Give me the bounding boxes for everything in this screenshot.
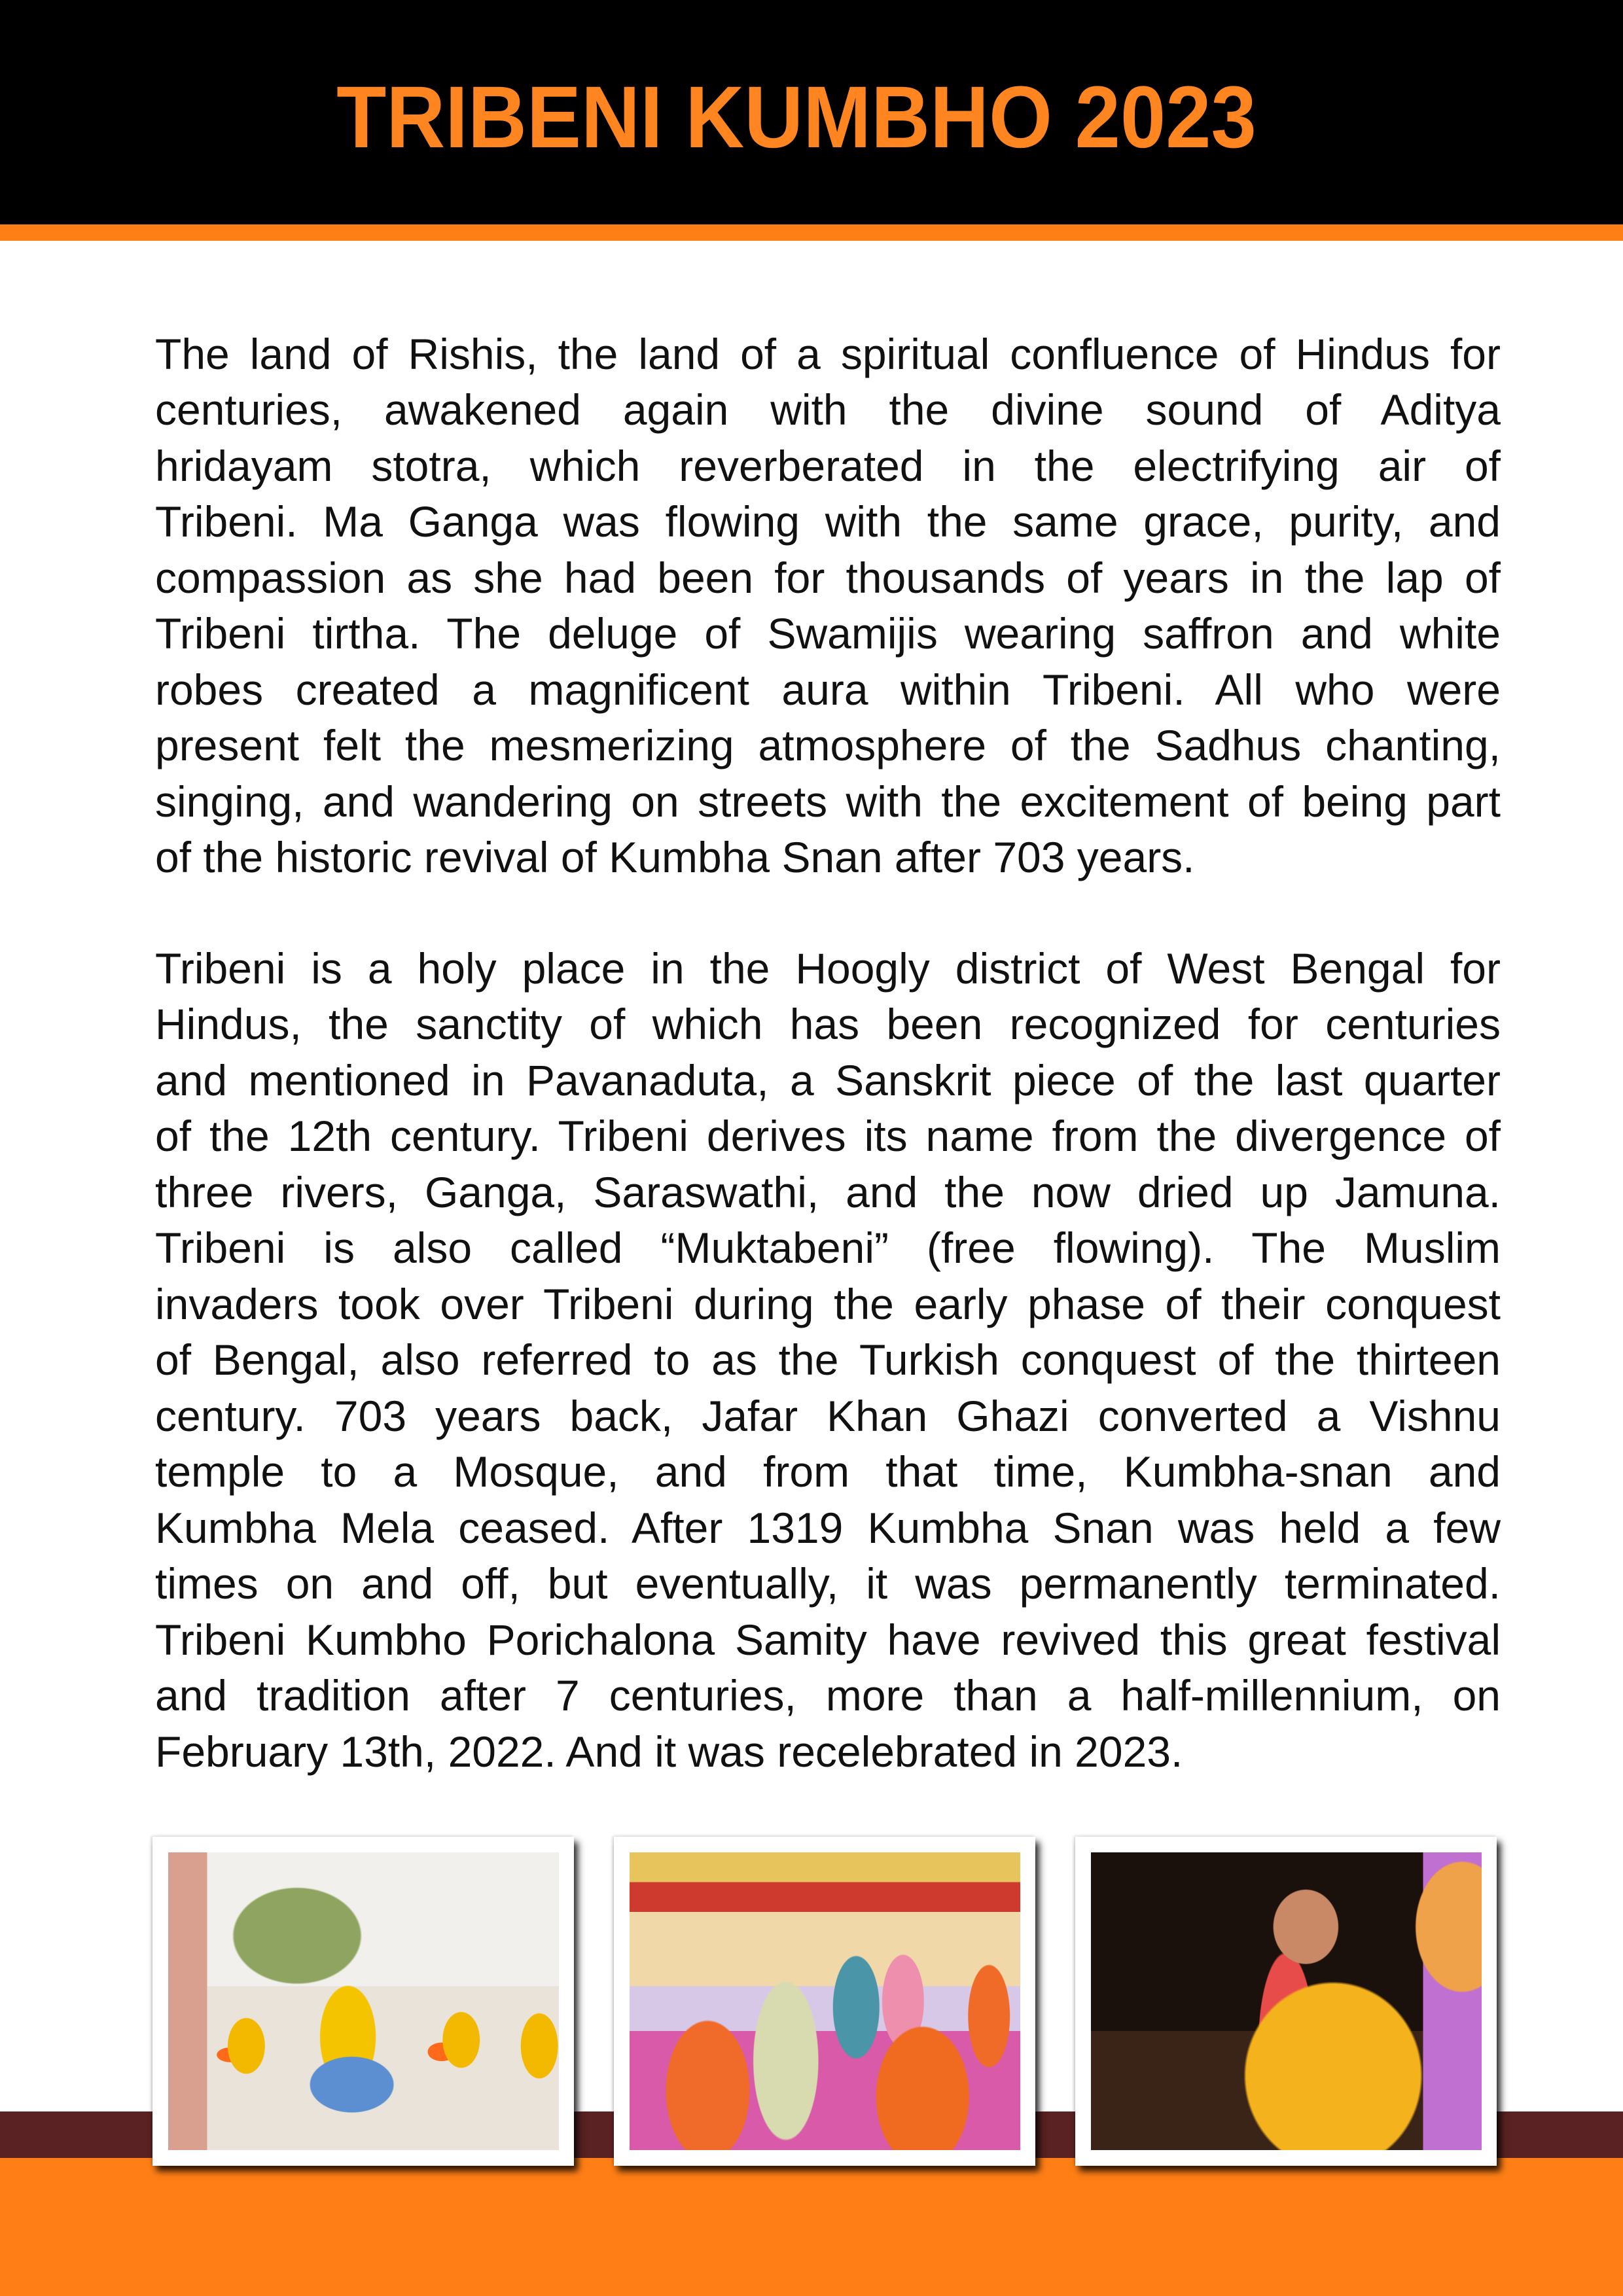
footer-orange-band <box>0 2158 1623 2296</box>
text-line: hridayam stotra, which reverberated in the electrifying air of <box>155 442 1501 490</box>
header-orange-stripe <box>0 224 1623 241</box>
text-line: centuries, awakened again with the divine sound of Aditya <box>155 385 1501 434</box>
photo-frame <box>152 1837 574 2166</box>
photo-frame <box>614 1837 1035 2166</box>
text-line: and tradition after 7 centuries, more than a half-millennium, on <box>155 1671 1501 1720</box>
text-line: robes created a magnificent aura within Tribeni. All who were <box>155 665 1501 714</box>
stage-guests-photo <box>630 1852 1020 2150</box>
street-procession-photo <box>168 1852 559 2150</box>
text-line: The land of Rishis, the land of a spiritual confluence of Hindus for <box>155 330 1501 378</box>
text-line: Tribeni is a holy place in the Hoogly district of West Bengal for <box>155 944 1501 993</box>
photo-frame <box>1075 1837 1497 2166</box>
text-line: present felt the mesmerizing atmosphere of the Sadhus chanting, <box>155 721 1501 769</box>
text-line: times on and off, but eventually, it was permanently terminated. <box>155 1559 1501 1608</box>
text-line: singing, and wandering on streets with the excitement of being part <box>155 777 1501 826</box>
text-line: of Bengal, also referred to as the Turkish conquest of the thirteen <box>155 1335 1501 1384</box>
text-line: compassion as she had been for thousands of years in the lap of <box>155 554 1501 602</box>
text-line: February 13th, 2022. And it was recelebrated in 2023. <box>155 1727 1183 1776</box>
speaker-photo <box>1091 1852 1482 2150</box>
text-line: three rivers, Ganga, Saraswathi, and the now dried up Jamuna. <box>155 1168 1501 1216</box>
text-line: Tribeni Kumbho Porichalona Samity have revived this great festival <box>155 1616 1501 1664</box>
text-line: Tribeni. Ma Ganga was flowing with the same grace, purity, and <box>155 497 1501 546</box>
text-line: Tribeni tirtha. The deluge of Swamijis wearing saffron and white <box>155 609 1501 658</box>
text-line: Tribeni is also called “Muktabeni” (free flowing). The Muslim <box>155 1224 1501 1272</box>
text-line: invaders took over Tribeni during the early phase of their conquest <box>155 1280 1501 1328</box>
text-line: and mentioned in Pavanaduta, a Sanskrit piece of the last quarter <box>155 1056 1501 1104</box>
page-title: TRIBENI KUMBHO 2023 <box>336 69 1257 166</box>
text-line: century. 703 years back, Jafar Khan Ghazi converted a Vishnu <box>155 1392 1501 1440</box>
text-line: temple to a Mosque, and from that time, Kumbha-snan and <box>155 1447 1501 1496</box>
text-line: of the historic revival of Kumbha Snan after 703 years. <box>155 833 1195 881</box>
text-line: Kumbha Mela ceased. After 1319 Kumbha Snan was held a few <box>155 1504 1501 1552</box>
text-line: Hindus, the sanctity of which has been recognized for centuries <box>155 1000 1501 1048</box>
text-line: of the 12th century. Tribeni derives its name from the divergence of <box>155 1112 1501 1160</box>
